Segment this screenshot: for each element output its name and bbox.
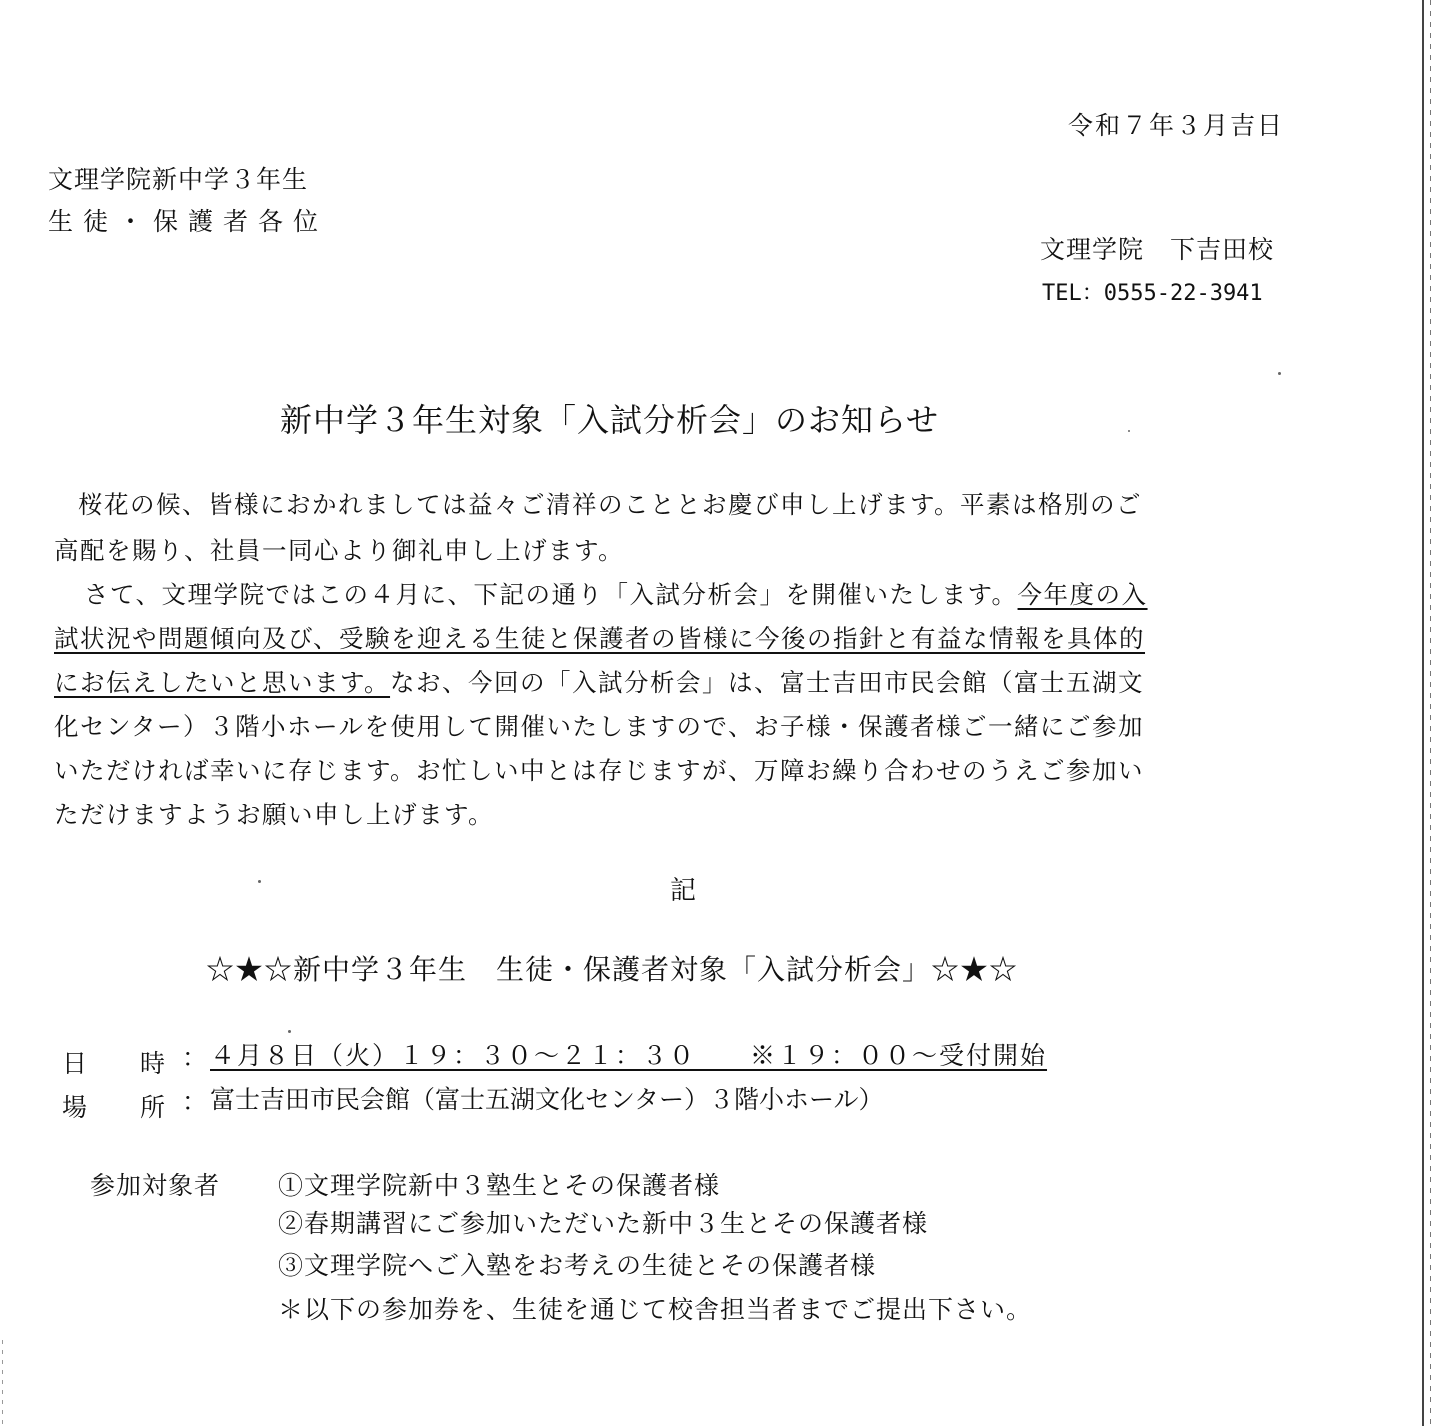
body-line-2: 高配を賜り、社員一同心より御礼申し上げます。 [54,536,625,565]
target-label: 参加対象者 [90,1171,221,1200]
body-line-4-underlined: 試状況や問題傾向及び、受験を迎える生徒と保護者の皆様に今後の指針と有益な情報を具体的 [54,624,1146,653]
scan-speck [1278,372,1281,375]
scan-left-dashes [2,1340,3,1426]
datetime-colon: ： [182,1043,210,1072]
body-line-3-underlined: 今年度の入 [1017,580,1148,609]
document-date: 令和７年３月吉日 [1068,111,1285,140]
body-line-8: ただけますようお願い申し上げます。 [54,800,495,829]
place-label: 場 所 [62,1093,180,1122]
body-line-6: 化センター）３階小ホールを使用して開催いたしますので、お子様・保護者様ご一緒にご参加 [54,712,1145,741]
body-line-1: 桜花の候、皆様におかれましては益々ご清祥のこととお慶び申し上げます。平素は格別のご [78,490,1143,519]
sender-name: 文理学院 下吉田校 [1040,235,1275,264]
scan-edge-line [1422,0,1424,1426]
target-item-3: ③文理学院へご入塾をお考えの生徒とその保護者様 [278,1251,877,1280]
body-line-5-plain: なお、今回の「入試分析会」は、富士吉田市民会館（富士五湖文 [390,668,1145,697]
scan-speck [1128,430,1130,432]
body-line-7: いただければ幸いに存じます。お忙しい中とは存じますが、万障お繰り合わせのうえご参加い [54,756,1145,785]
document-title: 新中学３年生対象「入試分析会」のお知らせ [280,401,940,439]
event-title: ☆★☆新中学３年生 生徒・保護者対象「入試分析会」☆★☆ [206,953,1019,986]
place-colon: ： [182,1087,210,1116]
submission-note: ＊以下の参加券を、生徒を通じて校舎担当者までご提出下さい。 [278,1295,1033,1324]
scan-edge-dashes [1430,0,1431,1426]
body-line-5 [54,664,1144,699]
scan-speck [258,880,261,883]
place-value: 富士吉田市民会館（富士五湖文化センター）３階小ホール） [210,1085,884,1114]
datetime-label: 日 時 [62,1049,180,1078]
body-line-3-plain: さて、文理学院ではこの４月に、下記の通り「入試分析会」を開催いたします。 [84,580,1018,609]
body-line-3 [84,576,1148,611]
sender-tel: TEL：0555-22-3941 [1042,281,1263,306]
target-item-2: ②春期講習にご参加いただいた新中３生とその保護者様 [278,1209,929,1238]
target-item-1: ①文理学院新中３塾生とその保護者様 [278,1171,721,1200]
recipient-line-2: 生徒・保護者各位 [48,207,329,236]
ki-heading: 記 [670,876,697,906]
scan-speck [288,1030,291,1033]
recipient-line-1: 文理学院新中学３年生 [48,165,309,194]
body-line-5-underlined: にお伝えしたいと思います。 [54,668,391,697]
datetime-value: ４月８日（火）１９：３０～２１：３０ ※１９：００～受付開始 [210,1041,1048,1070]
